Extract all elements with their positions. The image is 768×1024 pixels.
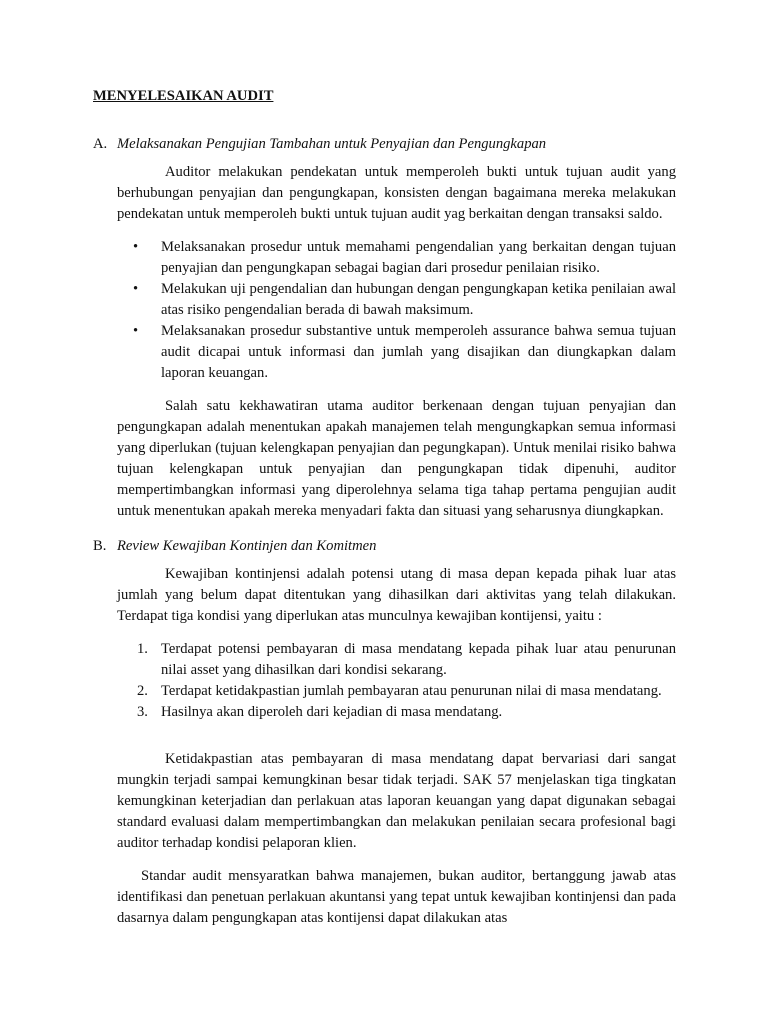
bullet-item bbox=[117, 321, 676, 384]
bullet-item bbox=[117, 279, 676, 321]
document-title: MENYELESAIKAN AUDIT bbox=[93, 88, 274, 104]
section-b-title: Review Kewajiban Kontinjen dan Komitmen bbox=[117, 538, 377, 554]
section-b-letter: B. bbox=[93, 538, 107, 554]
section-a-letter: A. bbox=[93, 136, 108, 152]
numbered-item bbox=[117, 639, 676, 681]
document-body bbox=[93, 86, 676, 929]
item-number: 2. bbox=[137, 683, 148, 699]
section-a-bullet-list bbox=[117, 237, 676, 384]
section-b-heading bbox=[93, 536, 676, 557]
section-b-numbered-list bbox=[117, 639, 676, 723]
bullet-text: Melaksanakan prosedur untuk memahami pengendalian yang berkaitan dengan tujuan penyajian dan pengungkapan sebagai bagian dari prosedur penilaian risiko. bbox=[161, 239, 676, 276]
numbered-item bbox=[117, 702, 676, 723]
bullet-text: Melakukan uji pengendalian dan hubungan dengan pengungkapan ketika penilaian awal atas risiko pengendalian berada di bawah maksimum. bbox=[161, 281, 676, 318]
section-b-paragraph-3: Standar audit mensyaratkan bahwa manajemen, bukan auditor, bertanggung jawab atas identifikasi dan penetuan perlakuan akuntansi yang tepat untuk kewajiban kontinjensi dan pada dasarnya dalam pengungkapan atas kontijensi dapat dilakukan atas bbox=[117, 868, 676, 926]
item-text: Terdapat potensi pembayaran di masa mendatang kepada pihak luar atau penurunan nilai asset yang dihasilkan dari kondisi sekarang. bbox=[161, 641, 676, 678]
bullet-text: Melaksanakan prosedur substantive untuk memperoleh assurance bahwa semua tujuan audit dicapai untuk informasi dan jumlah yang disajikan dan diungkapkan dalam laporan keuangan. bbox=[161, 323, 676, 381]
item-number: 1. bbox=[137, 641, 148, 657]
section-a-paragraph-2: Salah satu kekhawatiran utama auditor berkenaan dengan tujuan penyajian dan pengungkapan adalah menentukan apakah manajemen telah mengungkapkan semua informasi yang diperlukan (tujuan kelengkapan penyajian dan pegungkapan). Untuk menilai risiko bahwa tujuan kelengkapan untuk penyajian dan pengungkapan tidak dipenuhi, auditor mempertimbangkan informasi yang diperolehnya selama tiga tahap pertama pengujian audit untuk menentukan apakah mereka menyadari fakta dan situasi yang seharusnya diungkapkan. bbox=[117, 398, 676, 519]
spacer bbox=[93, 522, 676, 536]
item-text: Hasilnya akan diperoleh dari kejadian di masa mendatang. bbox=[161, 704, 503, 720]
section-a-title: Melaksanakan Pengujian Tambahan untuk Penyajian dan Pengungkapan bbox=[117, 136, 547, 152]
section-b-paragraph-2: Ketidakpastian atas pembayaran di masa mendatang dapat bervariasi dari sangat mungkin terjadi sampai kemungkinan besar tidak terjadi. SAK 57 menjelaskan tiga tingkatan kemungkinan keterjadian dan perlakuan atas laporan keuangan yang dapat digunakan sebagai standard evaluasi dalam mempertimbangkan dan melakukan penilaian secara profesional bagi auditor terhadap kondisi pelaporan klien. bbox=[117, 751, 676, 851]
item-number: 3. bbox=[137, 704, 148, 720]
numbered-item bbox=[117, 681, 676, 702]
section-a-body bbox=[117, 162, 676, 522]
spacer bbox=[117, 737, 676, 749]
spacer bbox=[117, 854, 676, 866]
section-a-paragraph-1: Auditor melakukan pendekatan untuk memperoleh bukti untuk tujuan audit yang berhubungan penyajian dan pengungkapan, konsisten dengan bagaimana mereka melakukan pendekatan untuk memperoleh bukti untuk tujuan audit yag berkaitan dengan transaksi saldo. bbox=[117, 164, 676, 222]
section-a-heading bbox=[93, 134, 676, 155]
bullet-glyph: • bbox=[133, 281, 139, 297]
bullet-glyph: • bbox=[133, 323, 139, 339]
section-b-body bbox=[117, 564, 676, 929]
item-text: Terdapat ketidakpastian jumlah pembayaran atau penurunan nilai di masa mendatang. bbox=[161, 683, 662, 699]
bullet-glyph: • bbox=[133, 239, 139, 255]
section-b-paragraph-1: Kewajiban kontinjensi adalah potensi utang di masa depan kepada pihak luar atas jumlah yang belum dapat ditentukan yang dihasilkan dari aktivitas yang telah dilakukan. Terdapat tiga kondisi yang diperlukan atas munculnya kewajiban kontijensi, yaitu : bbox=[117, 566, 676, 624]
bullet-item bbox=[117, 237, 676, 279]
